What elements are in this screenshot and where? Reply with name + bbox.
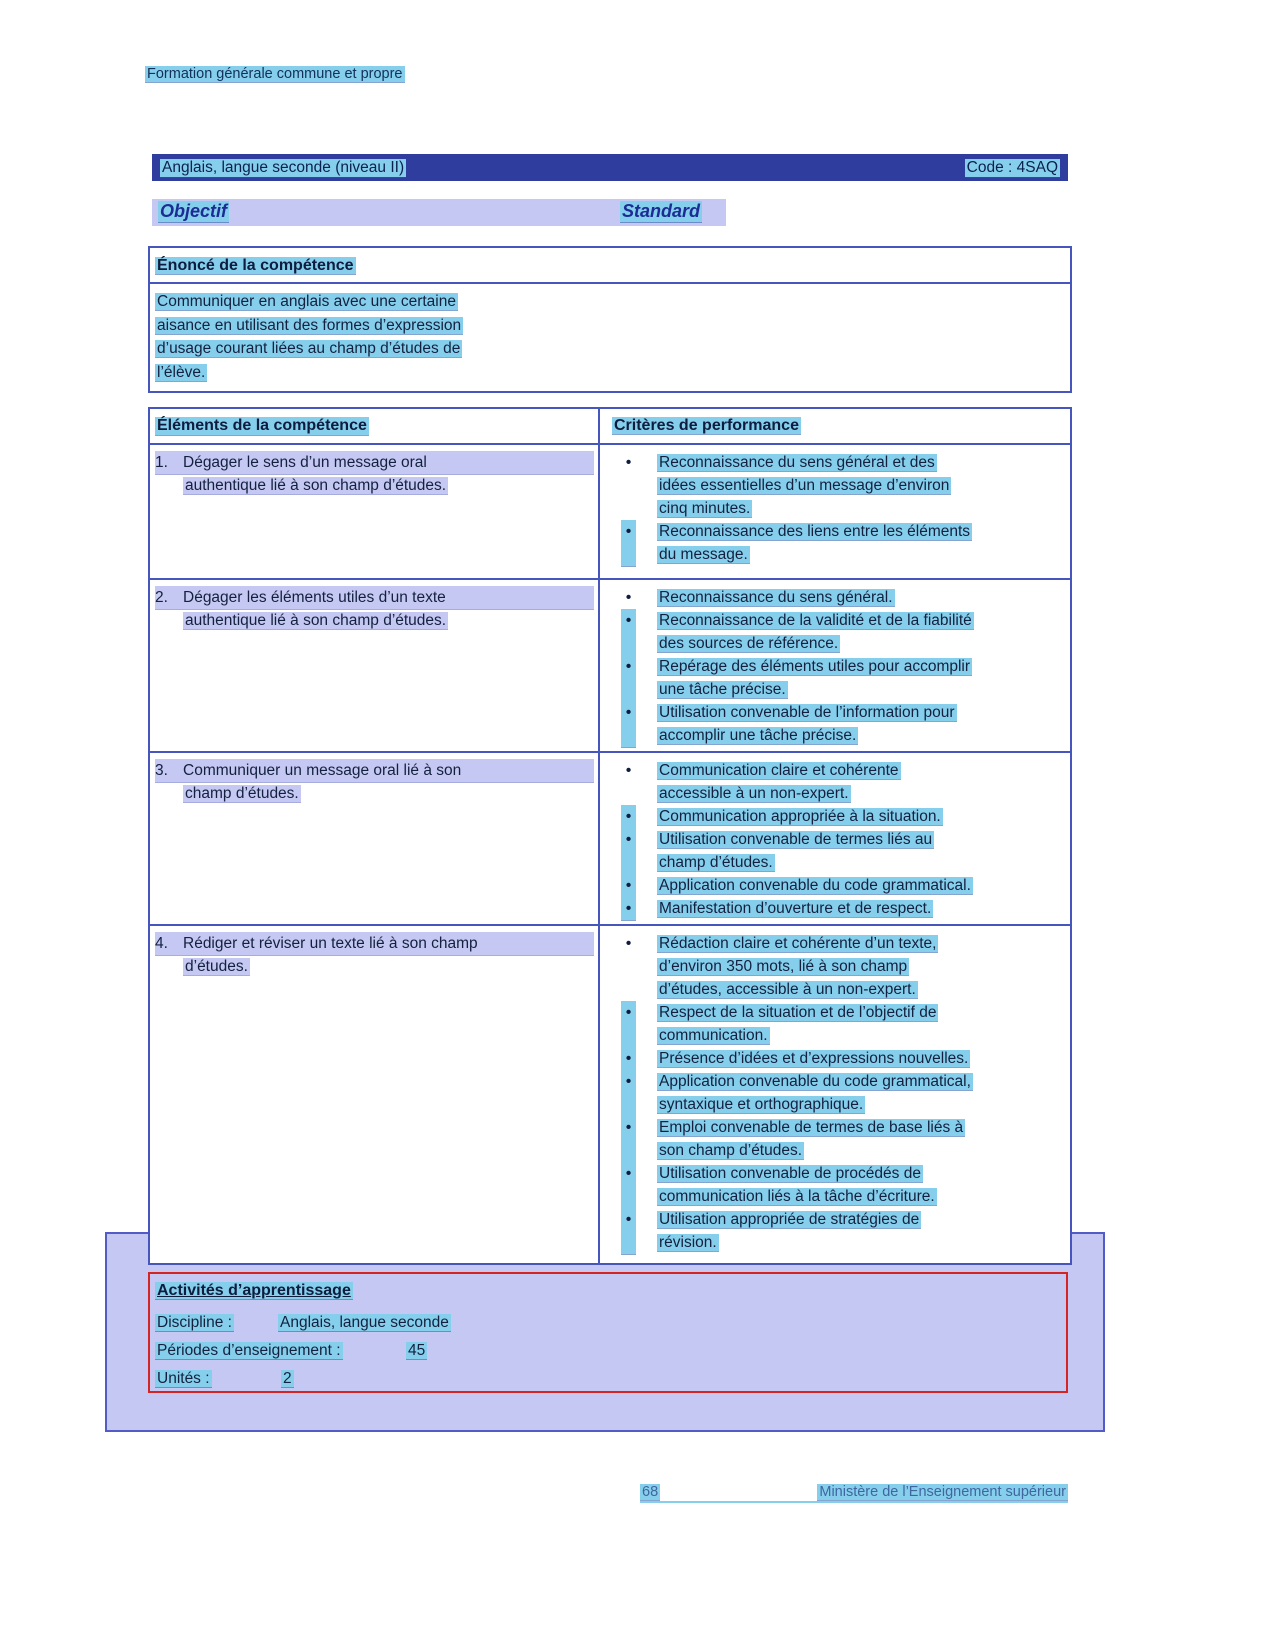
criteria-line-text: idées essentielles d’un message d’environ [659, 477, 950, 494]
bullet-icon [621, 451, 657, 520]
criteria-lines [657, 874, 973, 897]
criteria-line [657, 1185, 937, 1208]
header-note-text: Formation générale commune et propre [147, 66, 403, 82]
bullet-icon [621, 520, 657, 566]
activity-field-label: Unités : [157, 1370, 210, 1387]
activity-field-label-cell [155, 1341, 406, 1361]
enonce-header [150, 248, 1070, 284]
criteria-line [657, 1116, 965, 1139]
criteria-item [621, 1162, 1062, 1208]
enonce-body [150, 284, 1070, 390]
criteria-line [657, 1231, 921, 1254]
criteria-item [621, 897, 1062, 920]
criteria-lines [657, 701, 957, 747]
bullet-glyph: • [621, 1208, 636, 1254]
criteria-line [657, 1093, 973, 1116]
criteria-line-text: Présence d’idées et d’expressions nouvelles. [659, 1050, 969, 1067]
criteria-lines [657, 609, 974, 655]
criteria-line [657, 474, 951, 497]
bullet-glyph: • [621, 1001, 636, 1047]
criteria-item [621, 828, 1062, 874]
bullet-icon [621, 1208, 657, 1254]
bullet-glyph: • [621, 701, 636, 747]
objectif-standard-bar [152, 199, 726, 226]
activities-fields [155, 1313, 1061, 1389]
criteria-line-text: cinq minutes. [659, 500, 751, 517]
competence-row [150, 445, 1070, 578]
criteria-line-text: Respect de la situation et de l’objectif de [659, 1004, 937, 1021]
criteria-item [621, 1070, 1062, 1116]
activity-field-label-cell [155, 1369, 281, 1389]
criteria-line [657, 805, 943, 828]
bullet-icon [621, 586, 657, 609]
criteria-line-text: champ d’études. [659, 854, 773, 871]
criteria-line-text: une tâche précise. [659, 681, 786, 698]
criteria-lines [657, 1047, 970, 1070]
criteria-item [621, 1208, 1062, 1254]
criteria-item [621, 1001, 1062, 1047]
criteria-line-text: Communication appropriée à la situation. [659, 808, 941, 825]
bullet-glyph: • [625, 454, 632, 471]
criteria-lines [657, 932, 938, 1001]
enonce-line [155, 314, 1065, 338]
element-number: 2. [155, 589, 168, 606]
activity-field [155, 1341, 1061, 1361]
criteria-item [621, 805, 1062, 828]
enonce-line [155, 290, 1065, 314]
element-cell [150, 926, 600, 1263]
bullet-glyph: • [625, 589, 632, 606]
enonce-box [148, 246, 1072, 393]
criteria-line [657, 520, 972, 543]
column-header-criteres-text: Critères de performance [614, 417, 799, 434]
enonce-line-text: l’élève. [157, 363, 206, 381]
criteria-line-text: syntaxique et orthographique. [659, 1096, 864, 1113]
activity-field-value: Anglais, langue seconde [280, 1314, 449, 1331]
criteria-line-text: Emploi convenable de termes de base liés à [659, 1119, 964, 1136]
bullet-icon [621, 874, 657, 897]
bullet-icon [621, 655, 657, 701]
criteria-lines [657, 1116, 965, 1162]
enonce-line-text: aisance en utilisant des formes d’expression [157, 316, 462, 334]
page-number: 68 [642, 1484, 659, 1500]
criteria-line [657, 851, 934, 874]
criteria-line [657, 1070, 973, 1093]
ministry-name: Ministère de l’Enseignement supérieur [819, 1484, 1066, 1500]
bullet-glyph: • [621, 874, 636, 897]
criteria-line-text: Manifestation d’ouverture et de respect. [659, 900, 932, 917]
activity-field-value: 2 [283, 1370, 292, 1387]
criteria-line-text: Utilisation convenable de termes liés au [659, 831, 933, 848]
objectif-heading: Objectif [160, 201, 228, 221]
element-line-text: champ d’études. [185, 785, 299, 802]
criteria-line-text: Communication claire et cohérente [659, 762, 899, 779]
element-line [155, 451, 594, 474]
criteria-line-text: du message. [659, 546, 748, 563]
criteria-item [621, 520, 1062, 566]
criteria-line [657, 1162, 937, 1185]
bullet-icon [621, 932, 657, 1001]
bullet-icon [621, 805, 657, 828]
criteria-lines [657, 805, 943, 828]
bullet-glyph: • [621, 805, 636, 828]
criteria-lines [657, 1208, 921, 1254]
element-line [183, 609, 594, 632]
bullet-icon [621, 897, 657, 920]
bullet-glyph: • [621, 520, 636, 566]
criteria-line [657, 451, 951, 474]
criteria-line-text: Utilisation appropriée de stratégies de [659, 1211, 920, 1228]
activity-field-label: Discipline : [157, 1314, 232, 1331]
criteria-line-text: Reconnaissance de la validité et de la fiabilité [659, 612, 972, 629]
criteria-cell [600, 445, 1070, 578]
bullet-glyph: • [621, 609, 636, 655]
criteria-item [621, 701, 1062, 747]
element-cell [150, 753, 600, 924]
criteria-line-text: son champ d’études. [659, 1142, 803, 1159]
criteria-cell [600, 580, 1070, 751]
criteria-line-text: Application convenable du code grammatical, [659, 1073, 971, 1090]
element-line-text: Dégager les éléments utiles d’un texte [183, 589, 446, 606]
standard-heading: Standard [622, 201, 701, 221]
bullet-glyph: • [621, 1070, 636, 1116]
criteria-lines [657, 586, 895, 609]
bullet-glyph: • [625, 935, 632, 952]
enonce-line [155, 361, 1065, 385]
table-header-row [150, 409, 1070, 445]
bullet-glyph: • [621, 1116, 636, 1162]
bullet-glyph: • [621, 655, 636, 701]
page-footer [640, 1484, 1068, 1503]
criteria-line-text: Utilisation convenable de procédés de [659, 1165, 921, 1182]
bullet-icon [621, 609, 657, 655]
bullet-icon [621, 759, 657, 805]
activity-field-label-cell [155, 1313, 278, 1333]
element-cell [150, 580, 600, 751]
enonce-line-text: d’usage courant liées au champ d’études de [157, 340, 461, 357]
element-line-text: Communiquer un message oral lié à son [183, 762, 462, 779]
criteria-line-text: Repérage des éléments utiles pour accomplir [659, 658, 971, 675]
criteria-line-text: communication. [659, 1027, 768, 1044]
bullet-glyph: • [621, 897, 636, 920]
criteria-lines [657, 1162, 937, 1208]
criteria-line-text: des sources de référence. [659, 635, 839, 652]
criteria-line [657, 632, 974, 655]
bullet-glyph: • [625, 762, 632, 779]
criteria-lines [657, 828, 934, 874]
competence-row [150, 751, 1070, 924]
criteria-line [657, 609, 974, 632]
criteria-line [657, 1001, 938, 1024]
bullet-icon [621, 1162, 657, 1208]
activities-header [155, 1282, 1061, 1300]
column-header-elements [150, 409, 600, 443]
criteria-item [621, 1116, 1062, 1162]
criteria-line [657, 678, 972, 701]
criteria-lines [657, 655, 972, 701]
criteria-item [621, 586, 1062, 609]
element-line [155, 759, 594, 782]
criteria-item [621, 1047, 1062, 1070]
criteria-line [657, 874, 973, 897]
course-title: Anglais, langue seconde (niveau II) [162, 158, 405, 176]
criteria-lines [657, 1070, 973, 1116]
criteria-line [657, 655, 972, 678]
criteria-item [621, 609, 1062, 655]
element-number: 1. [155, 454, 168, 471]
element-cell [150, 445, 600, 578]
bullet-icon [621, 1001, 657, 1047]
criteria-cell [600, 753, 1070, 924]
activity-field [155, 1313, 1061, 1333]
criteria-line [657, 932, 938, 955]
criteria-lines [657, 451, 951, 520]
element-line-text: authentique lié à son champ d’études. [185, 477, 447, 494]
enonce-line [155, 337, 1065, 361]
criteria-line-text: d’études, accessible à un non-expert. [659, 981, 916, 998]
course-code: Code : 4SAQ [966, 158, 1058, 176]
competence-table [148, 407, 1072, 1265]
criteria-lines [657, 897, 933, 920]
enonce-header-text: Énoncé de la compétence [157, 257, 354, 274]
element-number: 4. [155, 935, 168, 952]
criteria-item [621, 759, 1062, 805]
criteria-item [621, 451, 1062, 520]
criteria-line [657, 701, 957, 724]
criteria-line-text: communication liés à la tâche d’écriture. [659, 1188, 935, 1205]
competence-row [150, 578, 1070, 751]
activities-box [148, 1272, 1068, 1393]
criteria-line-text: Application convenable du code grammatical. [659, 877, 971, 894]
criteria-line [657, 543, 972, 566]
element-line [155, 932, 594, 955]
column-header-elements-text: Éléments de la compétence [157, 417, 367, 434]
criteria-line-text: Reconnaissance du sens général et des [659, 454, 935, 471]
column-header-criteres [600, 417, 1070, 435]
bullet-glyph: • [621, 1162, 636, 1208]
bullet-glyph: • [621, 1047, 636, 1070]
criteria-line-text: Utilisation convenable de l’information pour [659, 704, 955, 721]
criteria-line [657, 759, 901, 782]
bullet-icon [621, 701, 657, 747]
element-line-text: authentique lié à son champ d’études. [185, 612, 447, 629]
element-line-text: Rédiger et réviser un texte lié à son champ [183, 935, 478, 952]
criteria-line [657, 1024, 938, 1047]
criteria-line-text: accomplir une tâche précise. [659, 727, 857, 744]
criteria-line [657, 1047, 970, 1070]
criteria-line [657, 724, 957, 747]
criteria-lines [657, 1001, 938, 1047]
element-line [183, 474, 594, 497]
criteria-line [657, 586, 895, 609]
header-note [145, 66, 405, 82]
criteria-item [621, 655, 1062, 701]
criteria-line [657, 897, 933, 920]
criteria-item [621, 932, 1062, 1001]
criteria-line [657, 497, 951, 520]
criteria-line-text: accessible à un non-expert. [659, 785, 849, 802]
criteria-line [657, 1208, 921, 1231]
element-line-text: Dégager le sens d’un message oral [183, 454, 427, 471]
element-line [155, 586, 594, 609]
criteria-lines [657, 759, 901, 805]
element-number: 3. [155, 762, 168, 779]
criteria-cell [600, 926, 1070, 1263]
bullet-icon [621, 1116, 657, 1162]
activity-field-label: Périodes d’enseignement : [157, 1342, 341, 1359]
criteria-line [657, 955, 938, 978]
criteria-line-text: révision. [659, 1234, 717, 1251]
activities-header-text: Activités d’apprentissage [157, 1282, 351, 1299]
criteria-item [621, 874, 1062, 897]
criteria-line [657, 782, 901, 805]
criteria-line-text: Reconnaissance du sens général. [659, 589, 893, 606]
criteria-line [657, 828, 934, 851]
criteria-line-text: Rédaction claire et cohérente d’un texte, [659, 935, 937, 952]
bullet-icon [621, 1047, 657, 1070]
element-line [183, 955, 594, 978]
competence-rows [150, 445, 1070, 1263]
bullet-icon [621, 828, 657, 874]
criteria-line [657, 1139, 965, 1162]
element-line-text: d’études. [185, 958, 248, 975]
activity-field [155, 1369, 1061, 1389]
element-line [183, 782, 594, 805]
criteria-line [657, 978, 938, 1001]
title-bar [152, 154, 1068, 181]
criteria-lines [657, 520, 972, 566]
bullet-glyph: • [621, 828, 636, 874]
bullet-icon [621, 1070, 657, 1116]
criteria-line-text: d’environ 350 mots, lié à son champ [659, 958, 908, 975]
competence-row [150, 924, 1070, 1263]
activity-field-value: 45 [408, 1342, 426, 1359]
criteria-line-text: Reconnaissance des liens entre les éléments [659, 523, 971, 540]
enonce-line-text: Communiquer en anglais avec une certaine [157, 293, 456, 310]
